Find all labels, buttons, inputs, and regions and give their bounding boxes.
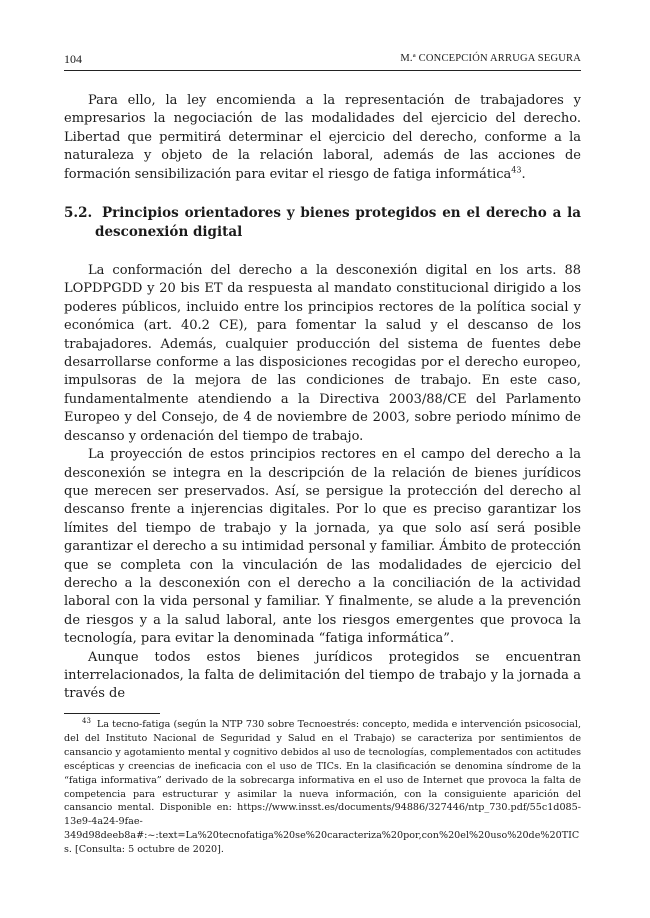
paragraph-end: . (521, 166, 526, 182)
paragraph-text: Para ello, la ley encomienda a la representación de trabajadores y empresarios la negociación de las modalidades del ejercicio del derecho. Libertad que permitirá determinar el ejercicio del derecho, conforme a la naturaleza y objeto de la relación laboral, además de las acciones de formación sensibilización para evitar el riesgo de fatiga informática (64, 93, 581, 182)
paragraph (64, 92, 581, 184)
footnote (64, 718, 581, 857)
body-text (64, 92, 581, 704)
footnote-text: La tecno-fatiga (según la NTP 730 sobre Tecnoestrés: concepto, medida e intervención psicosocial, del del Instituto Nacional de Seguridad y Salud en el Trabajo) se caracteriza por sentimientos de cansancio y agotamiento mental y cognitivo debidos al uso de tecnologías, complementados con actitudes escépticas y creencias de ineficacia con el uso de TICs. En la clasificación se denomina síndrome de la “fatiga informativa” derivado de la sobrecarga informativa en el uso de Internet que provoca la falta de competencia para estructurar y asimilar la nueva información, con la consiguiente aparición del cansancio mental. Disponible en: https://www.insst.es/documents/94886/327446/ntp_730.pdf/55c1d085-13e9-4a24-9fae-349d98deeb8a#:~:text=La%20tecnofatiga%20se%20caracteriza%20por,con%20el%20uso%20de%20TICs. [Consulta: 5 octubre de 2020]. (64, 719, 581, 856)
footnote-reference[interactable]: 43 (511, 165, 522, 175)
paragraph: La conformación del derecho a la desconexión digital en los arts. 88 LOPDPGDD y 20 bis ET da respuesta al mandato constitucional dirigido a los poderes públicos, incluido entre los principios rectores de la política social y económica (art. 40.2 CE), para fomentar la salud y el descanso de los trabajadores. Además, cualquier producción del sistema de fuentes debe desarrollarse conforme a las disposiciones recogidas por el derecho europeo, impulsoras de la mejora de las condiciones de trabajo. En este caso, fundamentalmente atendiendo a la Directiva 2003/88/CE del Parlamento Europeo y del Consejo, de 4 de noviembre de 2003, sobre periodo mínimo de descanso y ordenación del tiempo de trabajo. (64, 263, 581, 444)
paragraph: La proyección de estos principios rectores en el campo del derecho a la desconexión se integra en la descripción de la relación de bienes jurídicos que merecen ser preservados. Así, se persigue la protección del derecho al descanso frente a injerencias digitales. Por lo que es preciso garantizar los límites del tiempo de trabajo y la jornada, ya que solo así será posible garantizar el derecho a su intimidad personal y familiar. Ámbito de protección que se completa con la vinculación de las modalidades de ejercicio del derecho a la desconexión con el derecho a la conciliación de la actividad laboral con la vida personal y familiar. Y finalmente, se alude a la prevención de riesgos y a la salud laboral, ante los riesgos emergentes que provoca la tecnología, para evitar la denominada “fatiga informática”. (64, 447, 581, 647)
footnote-number: 43 (82, 716, 91, 725)
paragraph: Aunque todos estos bienes jurídicos protegidos se encuentran interrelacionados, la falta de delimitación del tiempo de trabajo y la jornada a través de (64, 649, 581, 702)
footnote-divider (64, 713, 160, 714)
section-title: Principios orientadores y bienes protegidos en el derecho a la desconexión digital (95, 205, 582, 241)
section-heading (64, 204, 581, 242)
section-number: 5.2. (64, 205, 93, 222)
book-page (64, 0, 581, 918)
page-number: 104 (64, 52, 82, 66)
page-header (64, 48, 581, 71)
running-head-author: M.ª CONCEPCIÓN ARRUGA SEGURA (400, 53, 581, 64)
